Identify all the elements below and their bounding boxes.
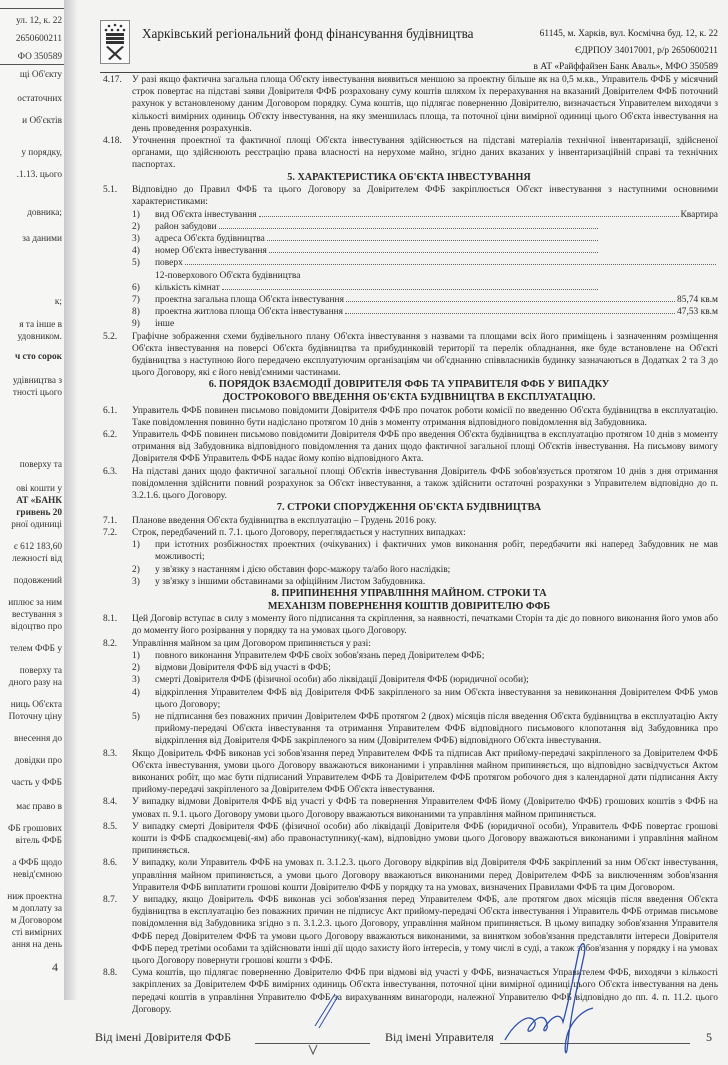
clause-subitem	[132, 650, 718, 662]
left-page-rule	[0, 64, 64, 65]
left-page-text-fragment: довідки про	[14, 756, 62, 766]
characteristic-label: номер Об'єкта інвестування	[155, 246, 267, 257]
clause-number: 8.3.	[103, 748, 118, 759]
subitem-number: 7)	[132, 295, 140, 306]
clause-subitem	[132, 576, 718, 588]
clause-4-18	[100, 135, 718, 172]
clause-text: У випадку смерті Довірителя ФФБ (фізичної особи) або ліквідації Довірителя ФФБ (юридичної особи), Управитель ФФБ повертає грошові кошти із ФФБ спадкоємцеві(-ям) або правонаступнику(-кам), відповідно умови цього Договору вважаються виконаними і управління майном припиняється.	[132, 821, 718, 857]
clause-6-2	[100, 429, 718, 466]
subitem-number: 8)	[132, 307, 140, 318]
clause-text: Уточнення проектної та фактичної площі Об'єкта інвестування здійснюється на підставі матеріалів технічної інвентаризації, здійсненої органами, що здійснюють реєстрацію права власності на нерухоме майно, згідно даних вказаних у інвентаризаційній справі та технічних паспортах.	[132, 136, 718, 171]
clause-8-5	[100, 821, 718, 858]
subitem-text: смерті Довірителя ФФБ (фізичної особи) або ліквідації Довірителя ФФБ (юридичної особи);	[155, 675, 529, 686]
clause-number: 8.4.	[103, 797, 118, 808]
left-page-text-fragment: ниж проектна	[7, 892, 62, 902]
dotted-leader	[345, 313, 675, 314]
clause-number: 7.2.	[103, 528, 118, 539]
section-heading: МЕХАНІЗМ ПОВЕРНЕННЯ КОШТІВ ДОВІРИТЕЛЮ ФФБ	[267, 600, 551, 612]
clause-subitem	[132, 294, 718, 306]
section-heading: 7. СТРОКИ СПОРУДЖЕННЯ ОБ'ЄКТА БУДІВНИЦТВА	[276, 502, 542, 514]
clause-number: 8.8.	[103, 968, 118, 979]
clause-subitem	[132, 270, 718, 282]
clause-subitem	[132, 233, 718, 245]
left-page-text-fragment: довника;	[27, 208, 62, 218]
characteristic-row	[155, 257, 718, 269]
section-heading: 8. ПРИПИНЕННЯ УПРАВЛІННЯ МАЙНОМ. СТРОКИ ТА	[271, 588, 547, 600]
page-number: 5	[706, 1029, 712, 1044]
left-page-number: 4	[52, 960, 58, 974]
previous-page-edge	[0, 0, 64, 1000]
characteristic-row	[155, 294, 718, 306]
clause-number: 4.17.	[103, 75, 122, 85]
subitem-number: 1)	[132, 650, 140, 661]
clause-text: Якщо Довіритель ФФБ виконав усі зобов'язання перед Управителем ФФБ та підписав Акт прийому-передачі закріпленого за Довірителем ФФБ Об'єкта інвестування, умови цього Договору вважаються виконаними і управління майном припиняється, що відповідно засвідчується Актом виконаних робіт, що має бути підписаний Управителем ФФБ та Довірителем ФФБ протягом робочого дня з календарної дати підписання Акту прийому-передачі закріпленого за Довірителем ФФБ Об'єкта інвестування.	[132, 748, 718, 796]
page-fold-shadow	[64, 0, 78, 1000]
clause-subitem	[132, 674, 718, 686]
clause-5-1	[100, 184, 718, 330]
characteristic-label: 12-поверхового Об'єкта будівництва	[155, 270, 301, 281]
clause-number: 4.18.	[103, 136, 122, 147]
clause-subitem	[132, 318, 718, 330]
characteristic-row	[155, 233, 718, 245]
characteristic-label: кількість кімнат	[155, 282, 220, 293]
letterhead	[100, 18, 718, 73]
characteristic-row	[155, 306, 718, 318]
left-page-text-fragment: є 612 183,60	[13, 542, 62, 552]
left-page-text-fragment: иплює за ним	[8, 598, 62, 608]
left-page-text-fragment: лежності від	[12, 554, 62, 564]
fund-address	[534, 26, 718, 76]
clause-number: 5.2.	[103, 331, 118, 342]
characteristic-label: адреса Об'єкта будівництва	[155, 234, 265, 245]
clause-number: 7.1.	[103, 515, 118, 526]
subitem-number: 3)	[132, 675, 140, 686]
left-page-text-fragment: гривень 20	[16, 508, 62, 518]
characteristic-row	[155, 318, 718, 330]
characteristic-row	[155, 209, 718, 221]
characteristic-label: вид Об'єкта інвестування	[155, 209, 257, 220]
clause-number: 8.5.	[103, 821, 118, 832]
manager-signature-label: Від імені Управителя	[385, 1029, 494, 1044]
clause-8-3	[100, 748, 718, 797]
clause-text: У разі якщо фактична загальна площа Об'єкту інвестування виявиться меншою за проектну більше як на 0,5 м.кв., Управитель ФФБ у місячний строк повертає на підставі заяви Довірителя ФФБ розраховану суму коштів шляхом їх перерахування на вказаний Довірителем ФФБ поточний рахунок у встановленому даним Договором порядку. Сума коштів, що підлягає поверненню Довірителю, визначається Управителем виходячи з кількості вимірних одиниць Об'єкту інвестування, на яку зменшилась площа, та поточної ціни вимірної одиниці цього Об'єкта інвестування на день проведення розрахунків.	[132, 75, 718, 134]
characteristic-value: 85,74 кв.м	[677, 295, 718, 306]
clause-6-1	[100, 405, 718, 429]
clause-number: 6.2.	[103, 430, 118, 441]
subitem-number: 2)	[132, 221, 140, 232]
subitem-number: 2)	[132, 564, 140, 575]
subitem-text: відмови Довірителя ФФБ від участі в ФФБ;	[155, 663, 331, 674]
clause-subitem	[132, 282, 718, 294]
left-page-text-fragment: поверху та	[19, 460, 62, 470]
characteristic-label: інше	[155, 319, 175, 330]
section-heading: 5. ХАРАКТЕРИСТИКА ОБ'ЄКТА ІНВЕСТУВАННЯ	[287, 171, 531, 183]
subitem-text: у зв'язку з настанням і дією обставин форс-мажору та/або його наслідків;	[155, 564, 451, 575]
contract-body	[100, 74, 718, 1016]
clause-text: У випадку, коли Управитель ФФБ на умовах п. 3.1.2.3. цього Договору відкріпив від Довірителя ФФБ закріплений за ним Об'єкт інвестування, управління майном припиняється, а умови цього Договору вважаються виконаними перед Довірителем ФФБ за виключенням зобов'язання Управителя ФФБ виплатити грошові кошти Довірителю ФФБ у порядку та на умовах, визначених Правилами ФФБ та цим Договором.	[132, 858, 718, 893]
left-page-text-fragment: ул. 12, к. 22	[16, 16, 62, 26]
clause-text: Управління майном за цим Договором припиняється у разі:	[132, 638, 371, 649]
left-page-text-fragment: АТ «БАНК	[16, 496, 62, 506]
clause-7-1	[100, 515, 718, 527]
subitem-text: не підписання без поважних причин Довірителем ФФБ протягом 2 (двох) місяців після введення Об'єкта будівництва в експлуатацію Акту прийому-передачі Об'єкта інвестування та отримання Управителем ФФБ відповідного письмового клопотання від Забудовника про відкріплення від Довірителя ФФБ закріпленого за ним (Довірителем ФФБ) відповідного Об'єкта інвестування.	[155, 711, 718, 747]
clause-subitem	[132, 564, 718, 576]
left-page-text-fragment: часть у ФФБ	[11, 778, 62, 788]
subitem-number: 4)	[132, 687, 140, 698]
characteristic-row	[155, 282, 718, 294]
left-page-text-fragment: ниць Об'єкта	[10, 700, 62, 710]
clause-text: Відповідно до Правил ФФБ та цього Договору за Довірителем ФФБ закріплюється Об'єкт інвестування з наступними основними характеристиками:	[132, 185, 718, 208]
left-page-text-fragment: вітель ФФБ	[15, 836, 62, 846]
clause-subitem	[132, 687, 718, 711]
left-page-text-fragment: ФБ грошових	[8, 824, 62, 834]
characteristic-value: 47,53 кв.м	[677, 307, 718, 318]
clause-7-2	[100, 527, 718, 588]
left-page-text-fragment: щі Об'єкту	[19, 70, 62, 80]
clause-number: 8.1.	[103, 614, 118, 625]
dotted-leader	[267, 240, 598, 241]
left-page-text-fragment: я та інше в	[19, 320, 62, 330]
left-page-text-fragment: поверху та	[19, 666, 62, 676]
left-page-rule	[0, 8, 64, 9]
left-page-text-fragment: м доплату за	[12, 904, 62, 914]
clause-number: 8.7.	[103, 894, 118, 905]
characteristic-label: проектна загальна площа Об'єкта інвестування	[155, 295, 344, 306]
fund-name: Харківський регіональний фонд фінансування будівництва	[142, 26, 474, 41]
subitem-text: при істотних розбіжностях проектних (очікуваних) і фактичних умов виконання робіт, передбачити які наперед Забудовник не мав можливості;	[155, 540, 718, 563]
left-page-text-fragment: відоцтво про	[11, 622, 62, 632]
trustor-signature-line	[255, 1043, 370, 1044]
subitem-number: 1)	[132, 209, 140, 220]
clause-subitem	[132, 209, 718, 221]
left-page-text-fragment: рної одиниці	[11, 520, 62, 530]
left-page-text-fragment: за даними	[22, 234, 62, 244]
left-page-text-fragment: м Договором	[10, 916, 62, 926]
clause-number: 8.2.	[103, 638, 118, 649]
clause-5-2	[100, 331, 718, 380]
clause-text: У випадку відмови Довірителя ФФБ від участі у ФФБ та повернення Управителем ФФБ йому (Довірителю ФФБ) грошових коштів з ФФБ на умовах п. 9.1. цього Договору умови цього Договору вважаються виконаними та управління майном припиняється.	[132, 797, 718, 820]
left-page-text-fragment: а ФФБ щодо	[12, 858, 62, 868]
clause-number: 5.1.	[103, 185, 118, 196]
dotted-leader	[222, 289, 598, 290]
clause-subitem	[132, 539, 718, 563]
clause-text: Цей Договір вступає в силу з моменту його підписання та скріплення, за наявності, печатками Сторін та діє до повного виконання його умов або до моменту його розірвання у порядку та на умовах цього Договору.	[132, 614, 718, 637]
section-heading: ДОСТРОКОВОГО ВВЕДЕННЯ ОБ'ЄКТА БУДІВНИЦТВА В ЕКСПЛУАТАЦІЮ.	[222, 392, 596, 404]
subitem-number: 5)	[132, 711, 140, 722]
characteristic-row	[155, 221, 718, 233]
clause-8-2	[100, 638, 718, 748]
left-page-text-fragment: тності цього	[12, 388, 62, 398]
subitem-text: у зв'язку з іншими обставинами за офіційним Листом Забудовника.	[155, 576, 426, 587]
dotted-leader	[185, 264, 716, 265]
clause-subitem	[132, 662, 718, 674]
clause-text: Строк, передбачений п. 7.1. цього Договору, переглядається у наступних випадках:	[132, 528, 466, 539]
bank-line: в АТ «Райффайзен Банк Аваль», МФО 350589	[533, 62, 718, 72]
left-page-text-fragment: ання на день	[11, 940, 62, 950]
subitem-number: 2)	[132, 663, 140, 674]
clause-8-7	[100, 894, 718, 967]
left-page-text-fragment: дного разу на	[8, 678, 62, 688]
left-page-text-fragment: ч сто сорок	[14, 352, 62, 362]
clause-subitem	[132, 257, 718, 269]
left-page-text-fragment: ові кошти у	[16, 484, 62, 494]
dotted-leader	[259, 216, 679, 217]
characteristic-row	[155, 270, 718, 282]
subitem-number: 3)	[132, 234, 140, 245]
clause-text: Управитель ФФБ повинен письмово повідомити Довірителя ФФБ про початок роботи комісії по введенню Об'єкта будівництва в експлуатацію. Таке повідомлення повинно бути надіслано протягом 10 днів з моменту отримання відповідного повідомлення від Забудовника.	[132, 405, 718, 428]
dotted-leader	[219, 228, 598, 229]
left-page-text-fragment: ФО 350589	[17, 52, 62, 62]
clause-8-6	[100, 857, 718, 894]
subitem-number: 3)	[132, 576, 140, 587]
clause-text: Графічне зображення схеми будівельного плану Об'єкта інвестування з назвами та площами всіх його приміщень і зазначенням розміщення Об'єкта інвестування на поверсі Об'єкта будівництва та прибудинковій території та перелік обладнання, яке буде встановлене на Об'єкті будівництва з наступною його передачею експлуатуючим організаціям чи об'єднанню співвласників будинку зазначаються в Додатках 2 та 3 до цього Договору, які є його невід'ємними частинами.	[132, 331, 718, 379]
clause-subitem	[132, 221, 718, 233]
subitem-number: 1)	[132, 540, 140, 551]
left-page-text-fragment: 2650600211	[15, 34, 62, 44]
clause-text: На підставі даних щодо фактичної загальної площі Об'єктів інвестування Довіритель ФФБ зобов'язується протягом 10 днів з дня отримання повідомлення здійснити повний розрахунок за Об'єкт інвестування, а також здійснити остаточні розрахунки з Управителем відповідно до п. 3.2.1.6. цього Договору.	[132, 466, 718, 502]
clause-8-4	[100, 796, 718, 820]
clause-subitem	[132, 711, 718, 748]
section-heading: 6. ПОРЯДОК ВЗАЄМОДІЇ ДОВІРИТЕЛЯ ФФБ ТА УПРАВИТЕЛЯ ФФБ У ВИПАДКУ	[208, 379, 610, 391]
characteristic-label: проектна житлова площа Об'єкта інвестування	[155, 307, 344, 318]
trustor-signature-label: Від імені Довірителя ФФБ	[95, 1029, 231, 1044]
clause-number: 8.6.	[103, 858, 118, 869]
page-main	[95, 74, 718, 1056]
registration-line: ЄДРПОУ 34017001, р/р 2650600211	[575, 45, 718, 56]
clause-number: 6.3.	[103, 466, 118, 477]
clause-text: Сума коштів, що підлягає поверненню Довірителю ФФБ при відмові від участі у ФФБ, визначається Управителем ФФБ, виходячи з кількості закріплених за Довірителем ФФБ вимірних одиниць Об'єкта інвестування, поточної ціни вимірної одиниці цього Об'єкта інвестування на день передачі коштів в управління Управителю ФФБ за вирахуванням винагороди, належної Управителю ФФБ відповідно до пп. 4. п. 11.2. цього Договору.	[132, 968, 718, 1015]
left-page-text-fragment: подовжений	[13, 576, 62, 586]
signature-footer	[95, 1030, 718, 1056]
characteristic-label: район забудови	[155, 221, 217, 232]
left-page-text-fragment: вестування з	[11, 610, 62, 620]
left-page-text-fragment: Поточну ціну	[8, 712, 62, 722]
fund-logo	[100, 20, 130, 64]
left-page-text-fragment: сті вимірних	[11, 928, 62, 938]
clause-subitem	[132, 245, 718, 257]
dotted-leader	[346, 301, 675, 302]
subitem-number: 9)	[132, 319, 140, 330]
left-page-text-fragment: остаточних	[17, 94, 62, 104]
left-page-text-fragment: внесення до	[13, 734, 62, 744]
subitem-number: 5)	[132, 258, 140, 269]
left-page-text-fragment: к;	[54, 297, 62, 307]
subitem-text: повного виконання Управителем ФФБ своїх зобов'язань перед Довірителем ФФБ;	[155, 650, 485, 661]
left-page-text-fragment: телем ФФБ у	[9, 644, 62, 654]
left-page-text-fragment: удовником.	[17, 332, 62, 342]
manager-signature-line	[500, 1043, 690, 1044]
dotted-leader	[269, 252, 598, 253]
clause-text: Планове введення Об'єкта будівництва в експлуатацію – Грудень 2016 року.	[132, 515, 437, 526]
left-page-text-fragment: удівництва з	[12, 376, 62, 386]
subitem-number: 6)	[132, 282, 140, 293]
characteristic-row	[155, 245, 718, 257]
subitem-number: 4)	[132, 246, 140, 257]
clause-text: У випадку, якщо Довіритель ФФБ виконав усі зобов'язання перед Управителем ФФБ, але протягом двох місяців після введення Об'єкта будівництва в експлуатацію без поважних причин не підписує Акт прийому-передачі Об'єкта інвестування і Управитель ФФБ отримав письмове повідомлення від Забудовника згідно з п. 3.1.2.3. цього Договору, управління майном припиняється. В цьому випадку зобов'язання Управителя ФФБ перед Довірителем ФФБ та умови цього Договору вважаються виконаними, за винятком зобов'язання представляти інтереси Довірителя ФФБ перед третіми особами та здійснювати інші дії щодо захисту його інтересів, у тому числі в суді, а також зобов'язання у порядку і на умовах цього Договору повернути грошові кошти з ФФБ.	[132, 894, 718, 966]
left-page-text-fragment: невід'ємною	[13, 870, 62, 880]
clause-8-1	[100, 613, 718, 637]
clause-subitem	[132, 306, 718, 318]
characteristic-label: поверх	[155, 258, 183, 269]
clause-number: 6.1.	[103, 405, 118, 416]
characteristic-value: Квартира	[680, 209, 718, 220]
clause-8-8	[100, 967, 718, 1016]
left-page-text-fragment: .1.13. цього	[16, 170, 62, 180]
left-page-text-fragment: у порядку,	[21, 148, 62, 158]
left-page-text-fragment: и Об'єктів	[22, 116, 62, 126]
address-line: 61145, м. Харків, вул. Космічна буд. 12, к. 22	[539, 29, 718, 39]
clause-text: Управитель ФФБ повинен письмово повідомити Довірителя ФФБ про введення Об'єкта будівництва в експлуатацію протягом 10 днів з моменту отримання від Забудовника відповідного повідомлення та даних щодо фактичної загальної площі Об'єктів інвестування. На письмову вимогу Довірителя ФФБ Управитель ФФБ надає йому копію відповідного Акта.	[132, 430, 718, 465]
clause-4-17	[100, 74, 718, 135]
left-page-text-fragment: має право в	[16, 802, 62, 812]
subitem-text: відкріплення Управителем ФФБ від Довірителя ФФБ закріпленого за ним Об'єкта інвестування за невиконання Довірителем ФФБ умов цього Договору;	[155, 687, 718, 710]
clause-6-3	[100, 466, 718, 503]
